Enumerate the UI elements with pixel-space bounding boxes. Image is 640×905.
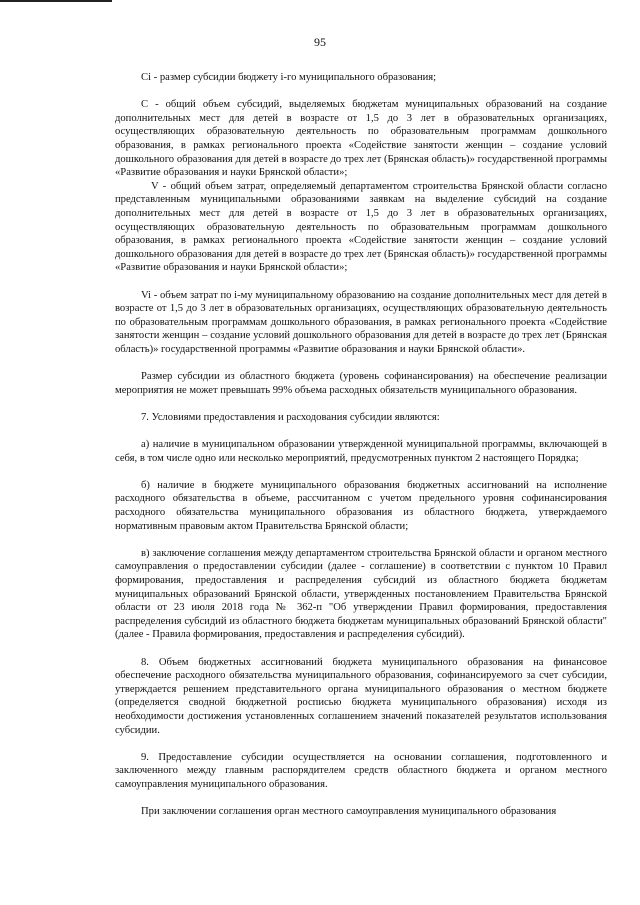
paragraph-cofinancing-limit: Размер субсидии из областного бюджета (уровень софинансирования) на обеспечение реализации мероприятия не может превышать 99% объема расходных обязательств муниципального образования. (115, 371, 607, 396)
document-body (115, 71, 607, 819)
paragraph-condition-b: б) наличие в бюджете муниципального образования бюджетных ассигнований на исполнение расходного обязательства в объеме, рассчитанном с учетом предельного уровня софинансирования расходного обязательства муниципального образования из областного бюджета, утверждаемого нормативным правовым актом Правительства Брянской области; (115, 479, 607, 532)
paragraph-ci-definition: Ci - размер субсидии бюджету i-го муниципального образования; (141, 72, 437, 83)
paragraph-condition-c: в) заключение соглашения между департаментом строительства Брянской области и органом местного самоуправления о предоставлении субсидии (далее - соглашение) в соответствии с пунктом 10 Правил формирования, предоставления и распределения субсидий из областного бюджета бюджетам муниципальных образований Брянской области, утвержденных постановлением Правительства Брянской области от 23 июля 2018 года № 362-п "Об утверждении Правил формирования, предоставления распределения субсидий из областного бюджета бюджетам муниципальных образований Брянской области" (далее - Правила формирования, предоставления и распределения субсидий). (115, 547, 607, 641)
paragraph-section-9: 9. Предоставление субсидии осуществляется на основании соглашения, подготовленного и заключенного между главным распорядителем средств областного бюджета и органом местного самоуправления муниципального образования. (115, 751, 607, 790)
header-rule (0, 0, 112, 2)
paragraph-v-definition: V - общий объем затрат, определяемый департаментом строительства Брянской области согласно представленным муниципальными образованиями заявкам на выделение субсидий на создание дополнительных мест для детей в возрасте от 1,5 до 3 лет в образовательных организациях, осуществляющих образовательную деятельность по образовательным программам дошкольного образования, в рамках регионального проекта «Содействие занятости женщин – создание условий дошкольного образования для детей в возрасте до трех лет (Брянская область)» государственной программы «Развитие образования и науки Брянской области»; (115, 180, 607, 274)
paragraph-c-definition: C - общий объем субсидий, выделяемых бюджетам муниципальных образований на создание дополнительных мест для детей в возрасте от 1,5 до 3 лет в образовательных организациях, осуществляющих образовательную деятельность по образовательным программам дошкольного образования, в рамках регионального проекта «Содействие занятости женщин – создание условий дошкольного образования для детей в возрасте до трех лет (Брянская область)» государственной программы «Развитие образования и науки Брянской области»; (115, 99, 607, 179)
paragraph-section-8: 8. Объем бюджетных ассигнований бюджета муниципального образования на финансовое обеспечение расходного обязательства муниципального образования, софинансируемого за счет субсидии, утверждается решением представительного органа муниципального образования о местном бюджете (определяется сводной бюджетной росписью бюджета муниципального образования) исходя из необходимости достижения установленных соглашением значений показателей результатов использования субсидии. (115, 656, 607, 736)
paragraph-agreement-conclusion: При заключении соглашения орган местного самоуправления муниципального образования (141, 806, 557, 818)
paragraph-section-7: 7. Условиями предоставления и расходования субсидии являются: (141, 411, 440, 423)
paragraph-vi-definition: Vi - объем затрат по i-му муниципальному образованию на создание дополнительных мест для детей в возрасте от 1,5 до 3 лет в образовательных организациях, осуществляющих образовательную деятельность по образовательным программам дошкольного образования, в рамках регионального проекта «Содействие занятости женщин – создание условий дошкольного образования для детей в возрасте до трех лет (Брянская область)» государственной программы «Развитие образования и науки Брянской области». (115, 289, 607, 355)
page-number: 95 (314, 35, 326, 49)
paragraph-condition-a: а) наличие в муниципальном образовании утвержденной муниципальной программы, включающей в себя, в том числе одно или несколько мероприятий, предусмотренных пунктом 2 настоящего Порядка; (115, 439, 607, 464)
